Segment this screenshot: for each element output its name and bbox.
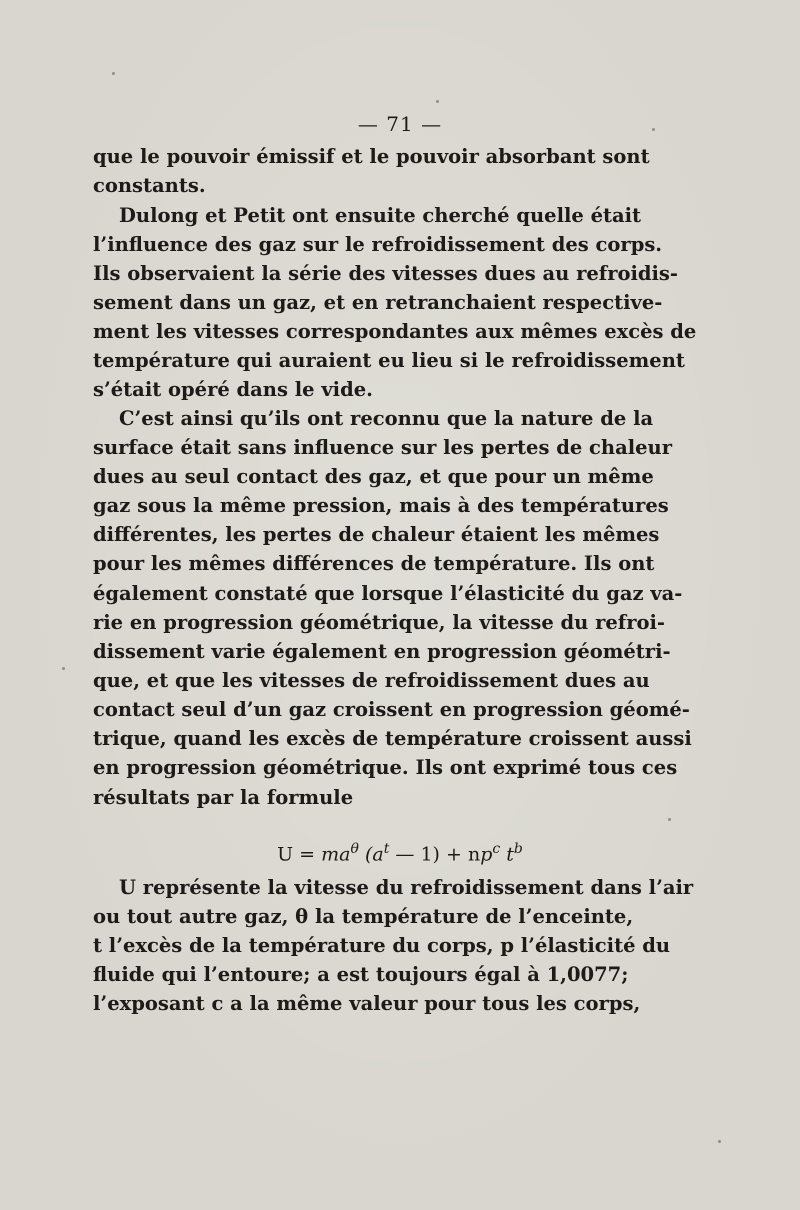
text-line: sement dans un gaz, et en retranchaient respective- xyxy=(93,291,663,314)
paper-speck xyxy=(652,128,655,131)
formula-lhs: U = xyxy=(277,843,322,866)
formula-t: t xyxy=(500,843,514,866)
paper-speck xyxy=(62,667,65,670)
text-line: t l’excès de la température du corps, p l’élasticité du xyxy=(93,934,671,957)
text-line: dues au seul contact des gaz, et que pour un même xyxy=(93,465,654,488)
text-line: fluide qui l’entoure; a est toujours égal à 1,0077; xyxy=(93,963,629,986)
text-line: gaz sous la même pression, mais à des températures xyxy=(93,494,669,517)
formula xyxy=(0,836,800,867)
text-line: l’influence des gaz sur le refroidissement des corps. xyxy=(93,233,663,256)
text-line: contact seul d’un gaz croissent en progression géomé- xyxy=(93,698,690,721)
text-line: température qui auraient eu lieu si le refroidissement xyxy=(93,349,685,372)
formula-p: p xyxy=(480,843,493,866)
text-line: également constaté que lorsque l’élasticité du gaz va- xyxy=(93,582,683,605)
formula-c-exponent: c xyxy=(492,841,501,857)
text-line: que, et que les vitesses de refroidissement dues au xyxy=(93,669,650,692)
text-line: s’était opéré dans le vide. xyxy=(93,378,373,401)
paper-speck xyxy=(436,100,439,103)
page-number: — 71 — xyxy=(357,112,443,136)
paper-speck xyxy=(668,818,671,821)
paper-speck xyxy=(112,72,115,75)
formula-t-exponent: t xyxy=(383,841,390,857)
text-line: l’exposant c a la même valeur pour tous les corps, xyxy=(93,992,641,1015)
text-line: trique, quand les excès de température croissent aussi xyxy=(93,727,692,750)
formula-theta: θ xyxy=(350,841,359,857)
text-line: surface était sans influence sur les pertes de chaleur xyxy=(93,436,673,459)
text-line: U représente la vitesse du refroidissement dans l’air xyxy=(119,876,694,899)
text-line: ment les vitesses correspondantes aux mêmes excès de xyxy=(93,320,697,343)
text-line: pour les mêmes différences de température. Ils ont xyxy=(93,552,655,575)
text-line: Dulong et Petit ont ensuite cherché quelle était xyxy=(119,204,642,227)
text-line: constants. xyxy=(93,174,206,197)
formula-minus-one: — 1) + n xyxy=(389,843,481,866)
text-line: que le pouvoir émissif et le pouvoir absorbant sont xyxy=(93,145,650,168)
text-line: dissement varie également en progression géométri- xyxy=(93,640,671,663)
text-line: Ils observaient la série des vitesses dues au refroidis- xyxy=(93,262,678,285)
text-line: C’est ainsi qu’ils ont reconnu que la nature de la xyxy=(119,407,654,430)
formula-m: ma xyxy=(321,843,351,866)
text-line: ou tout autre gaz, θ la température de l’enceinte, xyxy=(93,905,634,928)
text-line: différentes, les pertes de chaleur étaient les mêmes xyxy=(93,523,660,546)
text-line: rie en progression géométrique, la vitesse du refroi- xyxy=(93,611,665,634)
text-line: en progression géométrique. Ils ont exprimé tous ces xyxy=(93,756,678,779)
paper-speck xyxy=(718,1140,721,1143)
text-line: résultats par la formule xyxy=(93,786,354,809)
formula-open: (a xyxy=(358,843,384,866)
formula-b-exponent: b xyxy=(513,841,523,857)
